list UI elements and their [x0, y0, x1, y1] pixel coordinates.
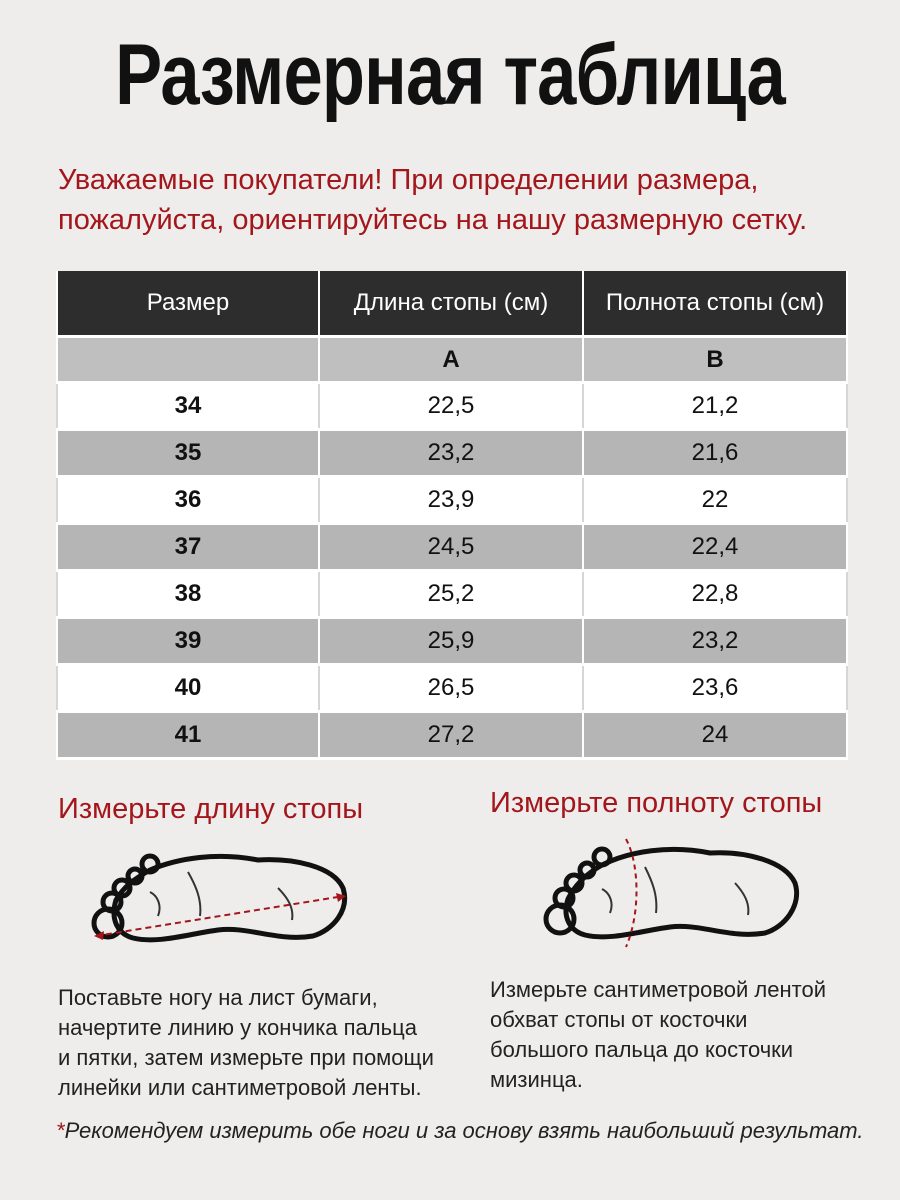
note-text: Рекомендуем измерить обе ноги и за основу взять наибольший результат. — [64, 1118, 864, 1143]
length-text-line: линейки или сантиметровой ленты. — [58, 1075, 422, 1100]
letter-b: B — [583, 337, 847, 383]
length-cell: 27,2 — [319, 712, 583, 759]
length-cell: 23,9 — [319, 477, 583, 524]
header-width: Полнота стопы (см) — [583, 271, 847, 337]
length-cell: 26,5 — [319, 665, 583, 712]
width-cell: 22,4 — [583, 524, 847, 571]
letter-empty — [57, 337, 319, 383]
table-row — [57, 524, 847, 571]
letter-a: A — [319, 337, 583, 383]
width-section-title: Измерьте полноту стопы — [490, 787, 823, 819]
length-text-line: Поставьте ногу на лист бумаги, — [58, 985, 378, 1010]
size-cell: 40 — [57, 665, 319, 712]
width-text-line: большого пальца до косточки — [490, 1037, 794, 1062]
width-instructions — [490, 975, 870, 1095]
size-cell: 34 — [57, 383, 319, 430]
table-letter-row — [57, 337, 847, 383]
table-row — [57, 571, 847, 618]
subtitle — [58, 160, 858, 240]
foot-width-icon — [540, 835, 805, 950]
size-cell: 41 — [57, 712, 319, 759]
table-row — [57, 383, 847, 430]
table-row — [57, 712, 847, 759]
width-cell: 24 — [583, 712, 847, 759]
table-row — [57, 618, 847, 665]
length-cell: 25,2 — [319, 571, 583, 618]
size-cell: 39 — [57, 618, 319, 665]
length-cell: 23,2 — [319, 430, 583, 477]
width-cell: 23,6 — [583, 665, 847, 712]
header-length: Длина стопы (см) — [319, 271, 583, 337]
size-cell: 38 — [57, 571, 319, 618]
length-section-title: Измерьте длину стопы — [58, 793, 364, 825]
table-header-row — [57, 271, 847, 337]
size-table — [56, 271, 848, 760]
width-cell: 22 — [583, 477, 847, 524]
foot-length-icon — [88, 848, 353, 948]
table-row — [57, 477, 847, 524]
table-row — [57, 665, 847, 712]
length-text-line: начертите линию у кончика пальца — [58, 1015, 417, 1040]
size-cell: 36 — [57, 477, 319, 524]
subtitle-line-1: Уважаемые покупатели! При определении размера, — [58, 164, 759, 196]
width-cell: 22,8 — [583, 571, 847, 618]
note-star: * — [56, 1118, 65, 1143]
width-text-line: Измерьте сантиметровой лентой — [490, 977, 826, 1002]
length-cell: 25,9 — [319, 618, 583, 665]
subtitle-line-2: пожалуйста, ориентируйтесь на нашу размерную сетку. — [58, 204, 808, 236]
header-size: Размер — [57, 271, 319, 337]
width-text-line: обхват стопы от косточки — [490, 1007, 748, 1032]
length-cell: 24,5 — [319, 524, 583, 571]
table-row — [57, 430, 847, 477]
length-text-line: и пятки, затем измерьте при помощи — [58, 1045, 434, 1070]
recommendation-note — [56, 1118, 876, 1144]
width-text-line: мизинца. — [490, 1067, 583, 1092]
length-instructions — [58, 983, 478, 1103]
width-cell: 21,2 — [583, 383, 847, 430]
width-cell: 21,6 — [583, 430, 847, 477]
size-cell: 37 — [57, 524, 319, 571]
length-cell: 22,5 — [319, 383, 583, 430]
page-title: Размерная таблица — [115, 27, 785, 123]
width-cell: 23,2 — [583, 618, 847, 665]
size-cell: 35 — [57, 430, 319, 477]
